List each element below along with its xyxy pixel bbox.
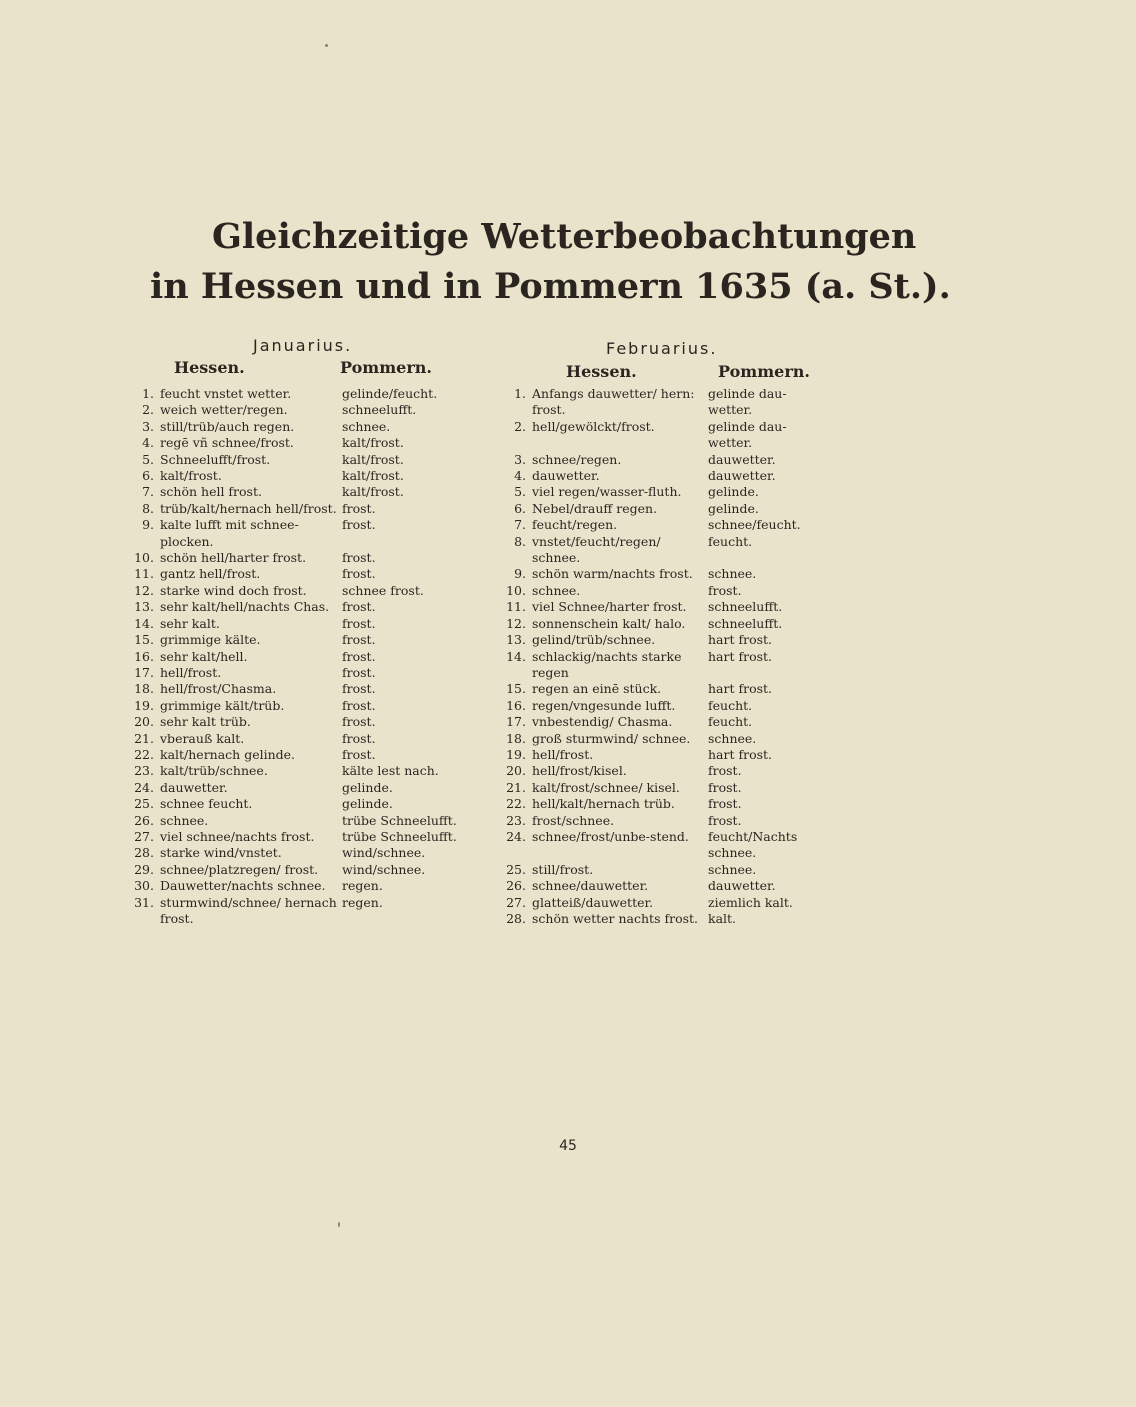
hessen-observation: hell/frost/Chasma. [160, 681, 277, 697]
february-row [490, 714, 830, 730]
day-number: 23. [506, 812, 526, 828]
pommern-observation: dauwetter. [708, 878, 776, 894]
day-number: 20. [134, 714, 154, 730]
pommern-observation: wind/schnee. [342, 845, 426, 861]
day-number: 8. [142, 500, 154, 516]
january-row [126, 402, 486, 418]
hessen-observation: viel regen/wasser-fluth. [532, 484, 682, 500]
pommern-observation: kalt/frost. [342, 451, 404, 467]
hessen-observation: hell/gewölckt/frost. [532, 418, 655, 434]
pommern-observation: dauwetter. [708, 451, 776, 467]
pommern-observation: kalt/frost. [342, 484, 404, 500]
hessen-observation: weich wetter/regen. [160, 402, 288, 418]
pommern-observation: schnee. [708, 861, 757, 877]
january-row [126, 763, 486, 779]
hessen-observation: sehr kalt trüb. [160, 714, 251, 730]
hessen-observation: schnee/frost/unbe-stend. [532, 828, 689, 844]
hessen-observation: hell/frost. [532, 746, 594, 762]
day-number: 2. [514, 418, 526, 434]
hessen-observation: schnee/regen. [532, 451, 622, 467]
hessen-observation: schnee. [532, 582, 581, 598]
pommern-observation: frost. [342, 730, 376, 746]
hessen-observation: regē vñ schnee/frost. [160, 435, 294, 451]
day-number: 7. [514, 517, 526, 533]
pommern-observation: ziemlich kalt. [708, 894, 793, 910]
pommern-observation: schnee frost. [342, 582, 424, 598]
day-number: 1. [514, 386, 526, 401]
day-number: 30. [134, 878, 154, 894]
january-row [126, 665, 486, 681]
day-number: 5. [142, 451, 154, 467]
pommern-observation: frost. [708, 763, 742, 779]
day-number: 18. [506, 730, 526, 746]
february-row [490, 517, 830, 533]
day-number: 8. [514, 533, 526, 549]
hessen-observation: regen/vngesunde lufft. [532, 697, 676, 713]
day-number: 29. [134, 861, 154, 877]
february-row [490, 911, 830, 927]
february-row [490, 386, 830, 419]
january-row [126, 419, 486, 435]
pommern-observation: schnee. [342, 418, 391, 434]
day-number: 14. [134, 615, 154, 631]
february-row [490, 813, 830, 829]
january-row [126, 829, 486, 845]
day-number: 5. [514, 484, 526, 500]
day-number: 9. [514, 566, 526, 582]
hessen-observation: dauwetter. [532, 468, 600, 484]
hessen-observation: feucht vnstet wetter. [160, 386, 292, 401]
hessen-observation: schön wetter nachts frost. [532, 911, 699, 926]
pommern-observation: kalt/frost. [342, 468, 404, 484]
january-hessen-header: Hessen. [174, 358, 245, 377]
paper-speck [338, 1222, 340, 1227]
january-pommern-header: Pommern. [340, 358, 432, 377]
day-number: 4. [514, 468, 526, 484]
february-row [490, 731, 830, 747]
hessen-observation: sehr kalt/hell/nachts Chas. [160, 599, 330, 615]
day-number: 16. [134, 648, 154, 664]
day-number: 26. [134, 812, 154, 828]
february-heading: Februarius. [606, 339, 718, 358]
pommern-observation: schnee. [708, 730, 757, 746]
hessen-observation: schön warm/nachts frost. [532, 566, 693, 582]
hessen-observation: dauwetter. [160, 779, 228, 795]
pommern-observation: regen. [342, 894, 383, 910]
hessen-observation: vnstet/feucht/regen/ schnee. [532, 533, 661, 566]
january-row [126, 452, 486, 468]
pommern-observation: hart frost. [708, 746, 773, 762]
pommern-observation: schneelufft. [708, 599, 783, 615]
february-pommern-header: Pommern. [718, 362, 810, 381]
february-hessen-header: Hessen. [566, 362, 637, 381]
pommern-observation: frost. [342, 648, 376, 664]
pommern-observation: gelinde. [342, 796, 393, 812]
pommern-observation: schneelufft. [342, 402, 417, 418]
hessen-observation: hell/frost. [160, 664, 222, 680]
pommern-observation: feucht. [708, 714, 753, 730]
february-row [490, 649, 830, 682]
day-number: 25. [506, 861, 526, 877]
hessen-observation: frost/schnee. [532, 812, 615, 828]
february-row [490, 698, 830, 714]
hessen-observation: schnee/dauwetter. [532, 878, 649, 894]
hessen-observation: gantz hell/frost. [160, 566, 261, 582]
february-row [490, 780, 830, 796]
january-row [126, 747, 486, 763]
pommern-observation: hart frost. [708, 632, 773, 648]
hessen-observation: hell/kalt/hernach trüb. [532, 796, 675, 812]
day-number: 10. [134, 550, 154, 566]
day-number: 4. [142, 435, 154, 451]
february-table [490, 386, 830, 927]
pommern-observation: schneelufft. [708, 615, 783, 631]
hessen-observation: grimmige kält/trüb. [160, 697, 285, 713]
january-row [126, 435, 486, 451]
day-number: 19. [506, 746, 526, 762]
february-row [490, 862, 830, 878]
january-row [126, 468, 486, 484]
hessen-observation: kalt/trüb/schnee. [160, 763, 268, 779]
day-number: 27. [506, 894, 526, 910]
day-number: 21. [134, 730, 154, 746]
day-number: 17. [134, 664, 154, 680]
pommern-observation: frost. [342, 697, 376, 713]
pommern-observation: gelinde dau-wetter. [708, 386, 787, 418]
hessen-observation: Schneelufft/frost. [160, 451, 271, 467]
day-number: 13. [134, 599, 154, 615]
pommern-observation: frost. [342, 517, 376, 533]
pommern-observation: frost. [342, 632, 376, 648]
pommern-observation: trübe Schneelufft. [342, 812, 457, 828]
hessen-observation: schnee/platzregen/ frost. [160, 861, 319, 877]
day-number: 6. [514, 500, 526, 516]
pommern-observation: frost. [342, 714, 376, 730]
day-number: 28. [506, 911, 526, 926]
hessen-observation: Nebel/drauff regen. [532, 500, 658, 516]
hessen-observation: groß sturmwind/ schnee. [532, 730, 691, 746]
hessen-observation: feucht/regen. [532, 517, 618, 533]
day-number: 24. [506, 828, 526, 844]
title-line-2: in Hessen und in Pommern 1635 (a. St.). [150, 266, 951, 307]
day-number: 16. [506, 697, 526, 713]
day-number: 11. [134, 566, 154, 582]
pommern-observation: gelinde. [708, 484, 759, 500]
pommern-observation: gelinde. [342, 779, 393, 795]
january-row [126, 845, 486, 861]
january-table [126, 386, 486, 927]
day-number: 26. [506, 878, 526, 894]
pommern-observation: frost. [342, 615, 376, 631]
february-row [490, 468, 830, 484]
day-number: 22. [506, 796, 526, 812]
january-row [126, 616, 486, 632]
january-row [126, 731, 486, 747]
hessen-observation: kalt/frost. [160, 468, 222, 484]
hessen-observation: schnee. [160, 812, 209, 828]
day-number: 9. [142, 517, 154, 533]
day-number: 14. [506, 648, 526, 664]
january-row [126, 895, 486, 928]
hessen-observation: schön hell/harter frost. [160, 550, 307, 566]
january-row [126, 714, 486, 730]
february-row [490, 747, 830, 763]
hessen-observation: schnee feucht. [160, 796, 253, 812]
day-number: 24. [134, 779, 154, 795]
february-row [490, 419, 830, 452]
pommern-observation: gelinde. [708, 500, 759, 516]
january-row [126, 878, 486, 894]
day-number: 23. [134, 763, 154, 779]
pommern-observation: feucht. [708, 697, 753, 713]
hessen-observation: starke wind doch frost. [160, 582, 307, 598]
january-row [126, 681, 486, 697]
hessen-observation: vnbestendig/ Chasma. [532, 714, 673, 730]
hessen-observation: still/trüb/auch regen. [160, 418, 295, 434]
day-number: 15. [134, 632, 154, 648]
day-number: 1. [142, 386, 154, 401]
day-number: 20. [506, 763, 526, 779]
day-number: 15. [506, 681, 526, 697]
february-row [490, 878, 830, 894]
pommern-observation: hart frost. [708, 681, 773, 697]
paper-speck [325, 44, 328, 47]
hessen-observation: Dauwetter/nachts schnee. [160, 878, 326, 894]
pommern-observation: frost. [342, 746, 376, 762]
hessen-observation: still/frost. [532, 861, 594, 877]
day-number: 10. [506, 582, 526, 598]
january-row [126, 517, 486, 550]
hessen-observation: sehr kalt/hell. [160, 648, 248, 664]
title-line-1: Gleichzeitige Wetterbeobachtungen [212, 216, 917, 257]
pommern-observation: trübe Schneelufft. [342, 828, 457, 844]
february-row [490, 484, 830, 500]
january-row [126, 813, 486, 829]
hessen-observation: viel schnee/nachts frost. [160, 828, 315, 844]
pommern-observation: kalt/frost. [342, 435, 404, 451]
january-row [126, 386, 486, 402]
pommern-observation: frost. [708, 796, 742, 812]
hessen-observation: regen an einē stück. [532, 681, 662, 697]
page-number: 45 [559, 1138, 577, 1154]
february-row [490, 566, 830, 582]
february-row [490, 452, 830, 468]
pommern-observation: feucht. [708, 533, 753, 549]
hessen-observation: kalt/hernach gelinde. [160, 746, 296, 762]
hessen-observation: Anfangs dauwetter/ hern: frost. [532, 386, 695, 418]
hessen-observation: kalte lufft mit schnee-plocken. [160, 517, 299, 549]
day-number: 2. [142, 402, 154, 418]
pommern-observation: regen. [342, 878, 383, 894]
pommern-observation: frost. [708, 812, 742, 828]
january-row [126, 698, 486, 714]
february-row [490, 583, 830, 599]
hessen-observation: sturmwind/schnee/ hernach frost. [160, 894, 337, 926]
hessen-observation: sehr kalt. [160, 615, 220, 631]
day-number: 12. [134, 582, 154, 598]
day-number: 27. [134, 828, 154, 844]
pommern-observation: wind/schnee. [342, 861, 426, 877]
pommern-observation: gelinde dau-wetter. [708, 418, 787, 451]
day-number: 12. [506, 615, 526, 631]
pommern-observation: frost. [342, 566, 376, 582]
pommern-observation: frost. [342, 500, 376, 516]
pommern-observation: schnee. [708, 566, 757, 582]
hessen-observation: schön hell frost. [160, 484, 262, 500]
february-row [490, 501, 830, 517]
hessen-observation: trüb/kalt/hernach hell/frost. [160, 500, 337, 516]
day-number: 3. [514, 451, 526, 467]
january-row [126, 632, 486, 648]
hessen-observation: grimmige kälte. [160, 632, 261, 648]
february-row [490, 632, 830, 648]
january-row [126, 780, 486, 796]
day-number: 13. [506, 632, 526, 648]
day-number: 25. [134, 796, 154, 812]
january-row [126, 550, 486, 566]
pommern-observation: kälte lest nach. [342, 763, 439, 779]
page-title [150, 212, 950, 312]
hessen-observation: starke wind/vnstet. [160, 845, 282, 861]
day-number: 18. [134, 681, 154, 697]
january-row [126, 599, 486, 615]
january-row [126, 796, 486, 812]
pommern-observation: frost. [342, 599, 376, 615]
february-row [490, 534, 830, 567]
hessen-observation: hell/frost/kisel. [532, 763, 627, 779]
day-number: 6. [142, 468, 154, 484]
pommern-observation: gelinde/feucht. [342, 386, 438, 401]
hessen-observation: vberauß kalt. [160, 730, 245, 746]
pommern-observation: feucht/Nachts schnee. [708, 828, 798, 861]
day-number: 7. [142, 484, 154, 500]
january-heading: Januarius. [253, 336, 353, 355]
hessen-observation: kalt/frost/schnee/ kisel. [532, 779, 680, 795]
february-row [490, 616, 830, 632]
hessen-observation: glatteiß/dauwetter. [532, 894, 654, 910]
pommern-observation: hart frost. [708, 648, 773, 664]
day-number: 21. [506, 779, 526, 795]
day-number: 28. [134, 845, 154, 861]
hessen-observation: sonnenschein kalt/ halo. [532, 615, 686, 631]
day-number: 19. [134, 697, 154, 713]
pommern-observation: kalt. [708, 911, 737, 926]
february-row [490, 599, 830, 615]
february-row [490, 796, 830, 812]
hessen-observation: schlackig/nachts starke regen [532, 648, 682, 680]
pommern-observation: frost. [342, 664, 376, 680]
hessen-observation: viel Schnee/harter frost. [532, 599, 687, 615]
pommern-observation: frost. [708, 779, 742, 795]
day-number: 3. [142, 418, 154, 434]
day-number: 11. [506, 599, 526, 615]
pommern-observation: dauwetter. [708, 468, 776, 484]
january-row [126, 649, 486, 665]
pommern-observation: frost. [342, 550, 376, 566]
january-row [126, 501, 486, 517]
january-row [126, 583, 486, 599]
day-number: 17. [506, 714, 526, 730]
day-number: 22. [134, 746, 154, 762]
february-row [490, 895, 830, 911]
hessen-observation: gelind/trüb/schnee. [532, 632, 656, 648]
day-number: 31. [134, 894, 154, 910]
january-row [126, 484, 486, 500]
february-row [490, 763, 830, 779]
february-row [490, 681, 830, 697]
january-row [126, 862, 486, 878]
january-row [126, 566, 486, 582]
february-row [490, 829, 830, 862]
pommern-observation: frost. [708, 582, 742, 598]
pommern-observation: schnee/feucht. [708, 517, 801, 533]
pommern-observation: frost. [342, 681, 376, 697]
